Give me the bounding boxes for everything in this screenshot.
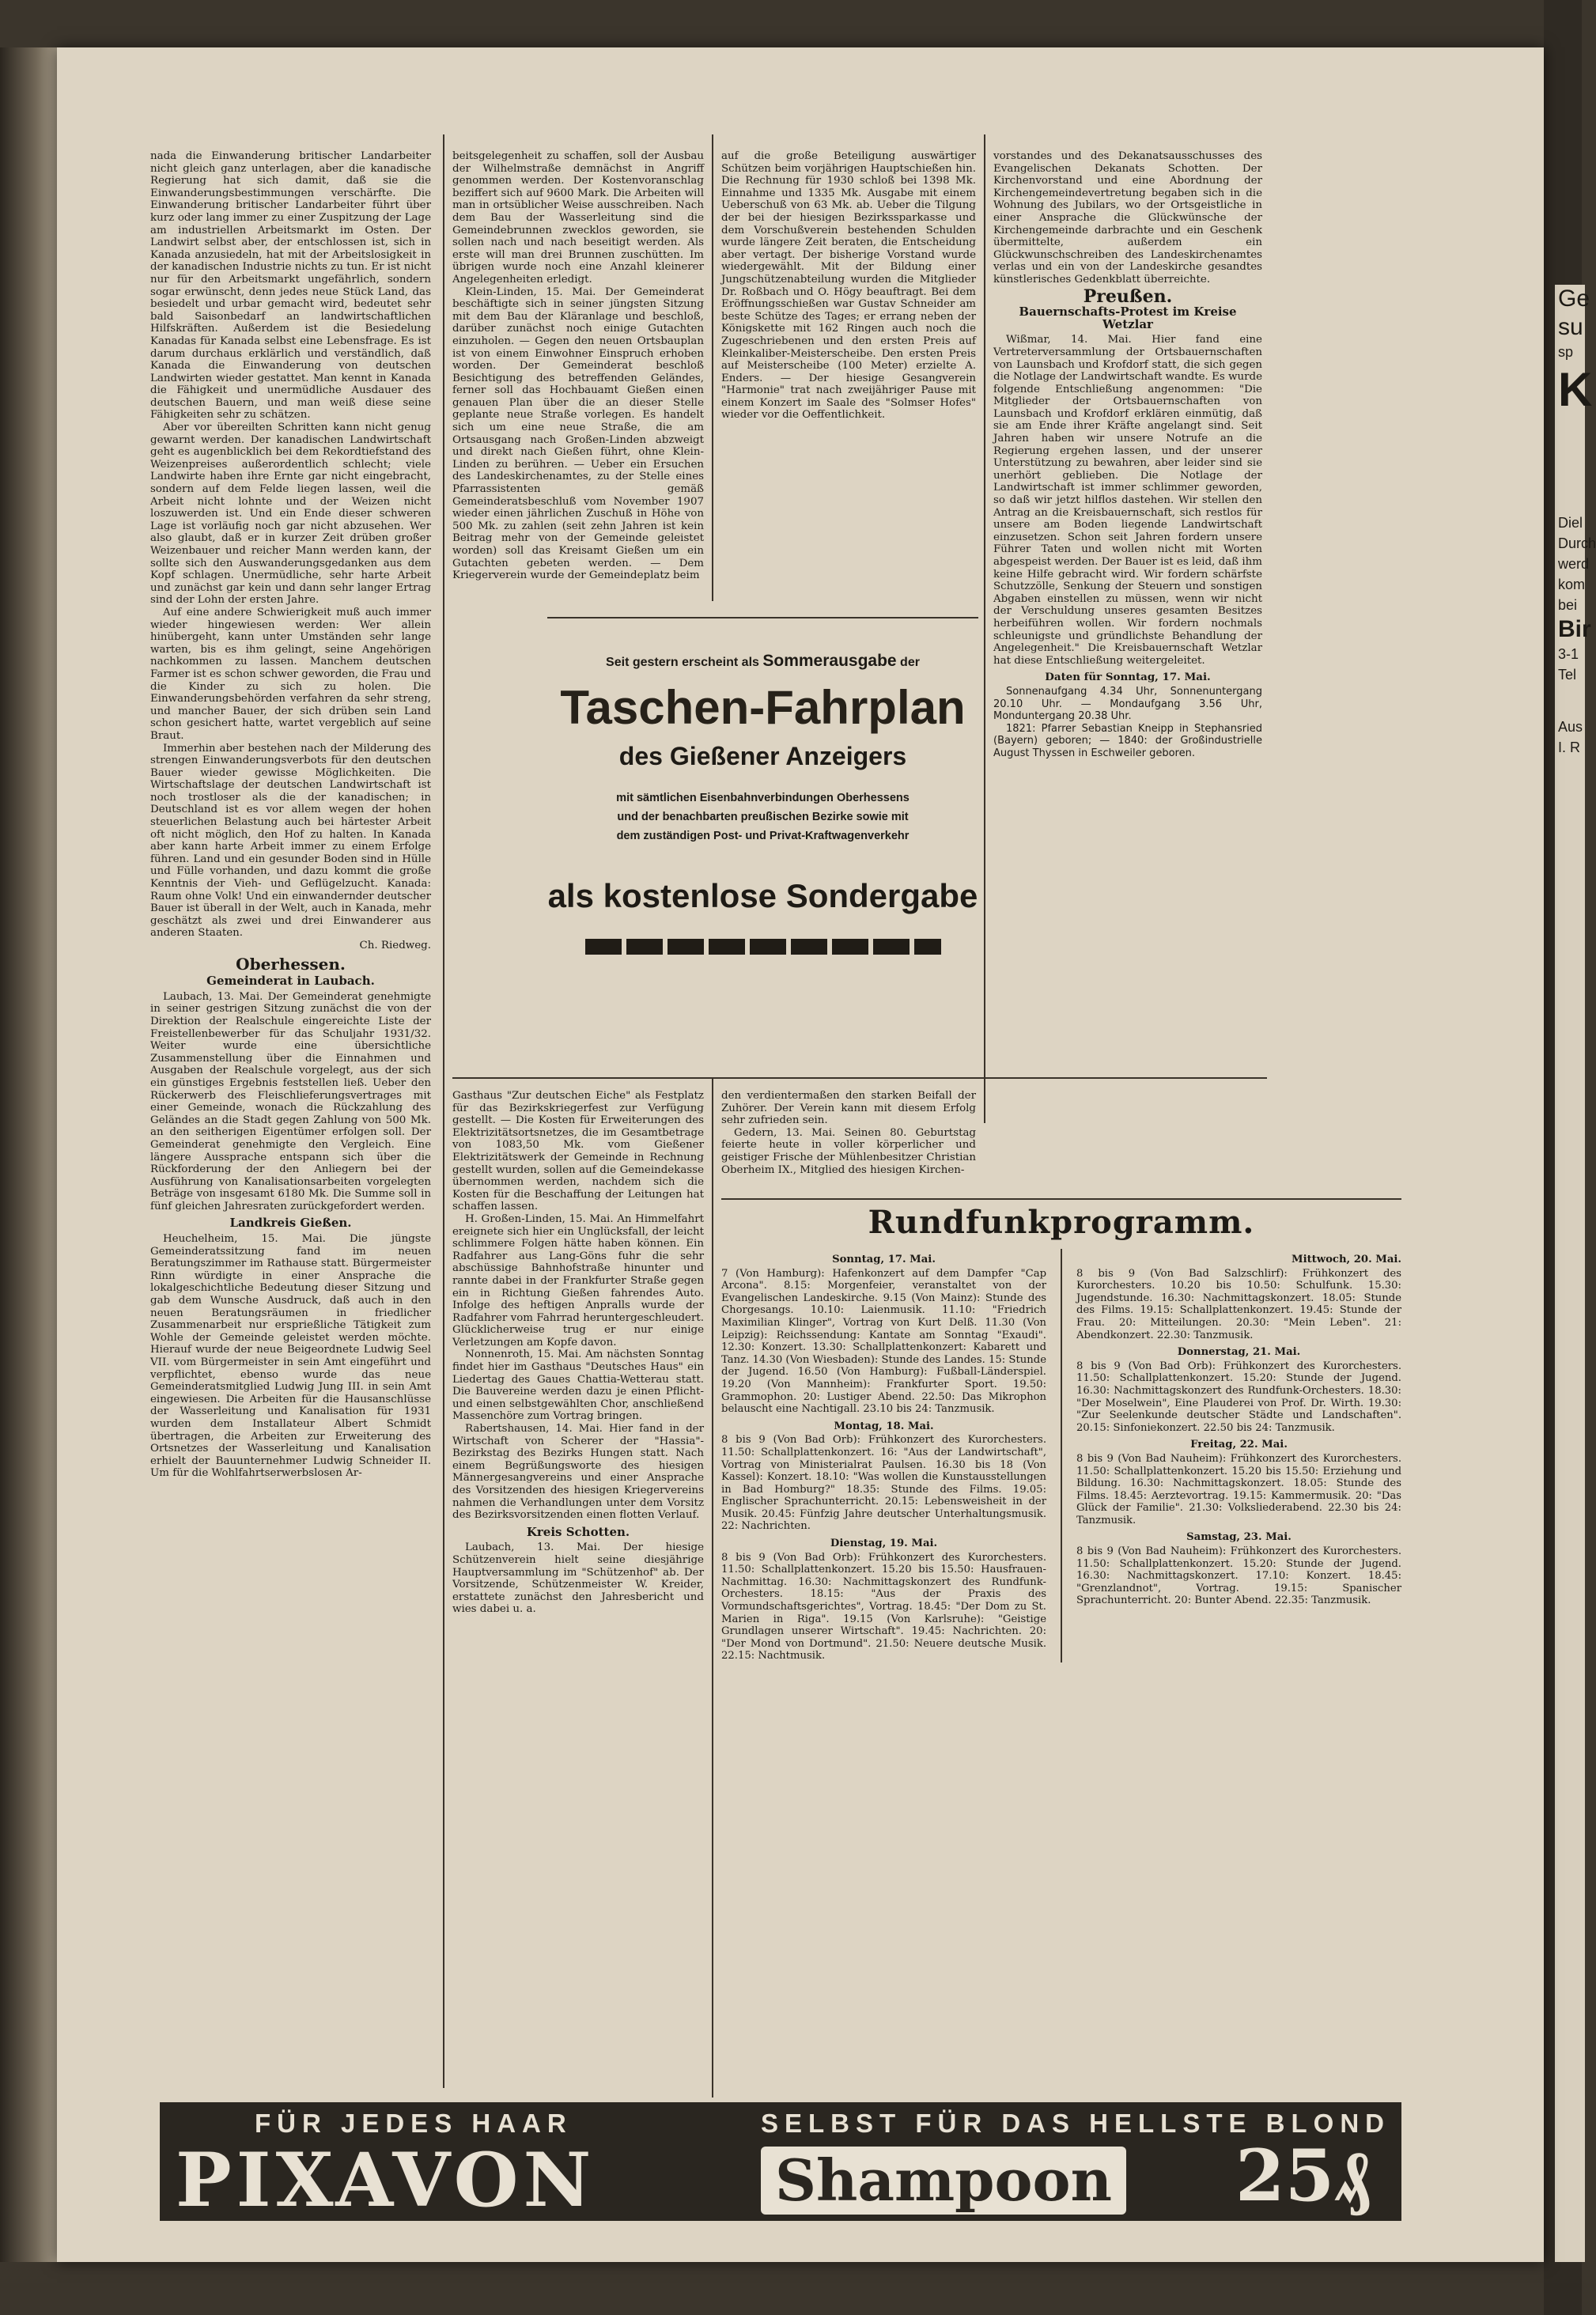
subheading-daten: Daten für Sonntag, 17. Mai.: [1045, 671, 1211, 684]
article-paragraph: H. Großen-Linden, 15. Mai. An Himmelfahrt ereignete sich hier ein Unglücksfall, der leicht schlimmere Folgen hätte haben können. Ein Radfahrer aus Lang-Göns fuhr die sehr abschüssige Bahnhofstraße hinunter und rannte dabei in der Frankfurter Straße gegen ein in Richtung Gießen fahrendes Auto. Infolge des heftigen Anpralls wurde der Radfahrer vom Fahrrad heruntergeschleudert. Glücklicherweise trug er nur einige Verletzungen am Kopfe davon.: [452, 1212, 704, 1349]
article-paragraph: Laubach, 13. Mai. Der Gemeinderat genehmigte in seiner gestrigen Sitzung zunächst die von der Direktion der Realschule eingereichte Liste der Freistellenbewerber für das Schuljahr 1931/32. Weiter wurde eine übersichtliche Zusammenstellung über die Einnahmen und Ausgaben der Realschule vorgelegt, aus der sich ein günstiges Ergebnis feststellen ließ. Ueber den Rückerwerb des Fleischlieferungsvertrages mit einer Gemeinde, wonach die Rückzahlung des Geländes an die Stadt gegen Zahlung von 500 Mk. an den seitherigen Eigentümer erfolgen soll. Der Gemeinderat genehmigte den Vergleich. Eine längere Aussprache entspann sich über die Rückforderung der den Anliegern bei der Ausführung von Kanalisationsarbeiten vorgelegten Beträge von insgesamt 6180 Mk. Die Summe soll in fünf gleichen Jahresraten zurückgefordert werden.: [150, 990, 431, 1212]
neighbor-line: K: [1558, 363, 1593, 416]
binding-edge: [0, 47, 57, 2262]
column-rule: [712, 1077, 713, 2097]
neighbor-line: I. R: [1558, 740, 1581, 755]
column-rule: [984, 134, 985, 1123]
neighbor-line: su: [1558, 314, 1583, 340]
banner-top-right: SELBST FÜR DAS HELLSTE BLOND: [761, 2109, 1391, 2138]
article-paragraph: nada die Einwanderung britischer Landarbeiter nicht gleich ganz unterlagen, aber die kanadische Regierung hat sich damit, daß sie die Einwanderungsbestimmungen verschärfte. Die Einwanderung britischer Landarbeiter führt über kurz oder lang immer zu einer Zuspitzung der Lage am industriellen Arbeitsmarkt im Osten. Der Landwirt selbst aber, der entschlossen ist, sich in Kanada anzusiedeln, hat mit der Arbeitslosigkeit in der kanadischen Industrie nichts zu tun. Er ist nicht nur für den Arbeitsmarkt ungefährlich, sondern sogar erwünscht, denn jedes neue Stück Land, das besiedelt und urbar gemacht wird, bedeutet sehr bald Saisonbedarf an landwirtschaftlichen Hilfskräften. Außerdem ist die Besiedelung Kanadas für Kanada selbst eine Lebensfrage. Es ist darum durchaus erklärlich und verständlich, daß Kanada die Einwanderung von deutschen Landwirten wieder gestattet. Man kennt in Kanada die Fähigkeit und unermüdliche Ausdauer des deutschen Bauern, und man weiß diese seine Fähigkeiten sehr zu schätzen.: [150, 150, 431, 422]
ad-title-2: als kostenlose Sondergabe: [547, 877, 978, 914]
radio-day: Donnerstag, 21. Mai.: [1177, 1346, 1301, 1359]
radio-day-text: 7 (Von Hamburg): Hafenkonzert auf dem Dampfer "Cap Arcona". 8.15: Morgenfeier, veranstaltet von der Evangelischen Landeskirche. 9.15 (Von Mainz): Stunde des Chorgesangs. 10.10: Laienmusik. 11.10: "Friedrich Maximilian Klinger", Vortrag von Kurt Delß. 11.30 (Von Leipzig): Reichssendung: Kantate am Sonntag "Exaudi". 12.30: Konzert. 13.30: Schallplattenkonzert: Kabarett und Tanz. 14.30 (Von Wiesbaden): Stunde des Landes. 15: Stunde der Jugend. 16.50 (Von Hamburg): Fußball-Länderspiel. 19.20 (Von Mannheim): Frankfurter Sport. 19.50: Grammophon. 20: Lustiger Abend. 22.50: Das Mikrophon belauscht eine Nachtigall. 23.10 bis 24: Tanzmusik.: [721, 1267, 1047, 1416]
radio-day: Dienstag, 19. Mai.: [830, 1538, 938, 1550]
ad-decorative-bar: [585, 939, 941, 955]
section-rule: [721, 1198, 1401, 1200]
radio-title: Rundfunkprogramm.: [868, 1204, 1255, 1241]
radio-column-right: [1076, 1249, 1401, 1662]
neighbor-line: werd: [1558, 556, 1590, 572]
column-3-bottom: [721, 1090, 976, 1193]
article-paragraph: Immerhin aber bestehen nach der Milderung des strengen Einwanderungsverbots für den deutschen Bauer wieder gewisse Möglichkeiten. Die Wirtschaftslage der deutschen Landwirtschaft ist noch trostloser als die der kanadischen; in Deutschland ist es vor allem wegen der hohen steuerlichen Belastung auch bei härtester Arbeit oft nicht möglich, den Hof zu halten. In Kanada aber kann harte Arbeit immer zu einem Erfolge führen. Land und ein gesunder Boden sind in Hülle und Fülle vorhanden, und dazu kommt die große Kenntnis der Vieh- und Geflügelzucht. Kanada: Raum ohne Volk! Und ein einwandernder deutscher Bauer ist überall in der Welt, auch in Kanada, mehr geschätzt als zwei und drei Einwanderer aus anderen Staaten.: [150, 742, 431, 940]
neighbor-line: Aus: [1558, 719, 1583, 735]
subheading-bauern: Bauernschafts-Protest im Kreise Wetzlar: [1019, 305, 1237, 331]
radio-day: Freitag, 22. Mai.: [1190, 1439, 1288, 1451]
ad-intro-tail: der: [896, 656, 920, 669]
article-paragraph: Sonnenaufgang 4.34 Uhr, Sonnenuntergang 20.10 Uhr. — Mondaufgang 3.56 Uhr, Monduntergang 20.38 Uhr.: [993, 685, 1262, 723]
ad-detail-line: und der benachbarten preußischen Bezirke sowie mit: [617, 811, 909, 823]
subheading-landkreis: Landkreis Gießen.: [229, 1216, 352, 1231]
article-paragraph: Heuchelheim, 15. Mai. Die jüngste Gemeinderatssitzung fand im neuen Beratungszimmer im Rathause statt. Bürgermeister Rinn würdigte in einer Ansprache die lokalgeschichtliche Bedeutung dieser Sitzung und gab dem Wunsche Ausdruck, daß auch in den neuen Beratungsräumen in friedlicher Zusammenarbeit nur ersprießliche Tätigkeit zum Wohle der Gemeinde geleistet werden möchte. Hierauf wurde der neue Beigeordnete Ludwig Seel VII. vom Bürgermeister in sein Amt eingeführt und verpflichtet, ebenso wurde das neue Gemeinderatsmitglied Ludwig Jung III. in sein Amt eingewiesen. Die Arbeiten für die Hausanschlüsse der Wasserleitung und Kanalisation für 1931 wurden dem Installateur Albert Schmidt übertragen, die Arbeiten zur Erweiterung des Ortsnetzes der Wasserleitung und Kanalisation erhielt der Bauunternehmer Ludwig Schneider II. Um für die Wohlfahrtserwerbslosen Ar-: [150, 1233, 431, 1480]
ad-detail-line: mit sämtlichen Eisenbahnverbindungen Oberhessens: [616, 792, 910, 804]
radio-day: Sonntag, 17. Mai.: [832, 1254, 936, 1265]
column-4: [993, 150, 1262, 1123]
ad-intro-text: Seit gestern erscheint als: [606, 656, 763, 669]
banner-brand: PIXAVON: [176, 2137, 596, 2224]
ad-detail-line: dem zuständigen Post- und Privat-Kraftwagenverkehr: [616, 830, 910, 842]
newspaper-page: [57, 47, 1544, 2262]
article-paragraph: Wißmar, 14. Mai. Hier fand eine Vertreterversammlung der Ortsbauernschaften von Launsbach und Krofdorf statt, die sich gegen die Notlage der Landwirtschaft wandte. Es wurde folgende Entschließung angenommen: "Die Mitglieder der Ortsbauernschaften von Launsbach und Krofdorf erklären einmütig, daß sie am Ende ihrer Kräfte angelangt sind. Seit Jahren haben wir unsere Notrufe an die Regierung ergehen lassen, und der unserer Unterstützung zu bewahren, aber leider sind sie unerhört geblieben. Die Notlage der Landwirtschaft ist immer schlimmer geworden, so daß wir jetzt hilflos dastehen. Wir stellen den Antrag an die Kreisbauernschaft, sich restlos für unsere am Boden liegende Landwirtschaft einzusetzen. Schon seit Jahren fordern unsere Führer Taten und wollen nicht mit Worten abgespeist werden. Der Bauer ist es leid, daß ihm keine Hilfe gebracht wird. Wir fordern schärfste Schutzzölle, Senkung der Steuern und sonstigen Abgaben einstellen zu müssen, wenn wir nicht der Verschuldung unseres gesamten Besitzes herbeiführen wollen. Wir fordern nochmals schleunigste und gründlichste Behandlung der Angelegenheit." Die Kreisbauernschaft Wetzlar hat diese Entschließung weitergeleitet.: [993, 334, 1262, 667]
neighbor-line: Durch: [1558, 535, 1596, 551]
radio-column-divider: [1061, 1249, 1062, 1662]
neighbor-line: Diel: [1558, 515, 1583, 531]
radio-day-text: 8 bis 9 (Von Bad Orb): Frühkonzert des Kurorchesters. 11.50: Schallplattenkonzert. 16: "Aus der Landwirtschaft", Vortrag von Ministerialrat Paulsen. 16.30 bis 18 (Von Kassel): Konzert. 18.10: "Was wollen die Kunstausstellungen in Bad Homburg?" 18.35: Stunde des Films. 19.05: Englischer Sprachunterricht. 20.15: Lebensweisheit in der Musik. 20.45: Fünfzig Jahre deutscher Unterhaltungsmusik. 22: Nachrichten.: [721, 1434, 1047, 1533]
radio-day-text: 8 bis 9 (Von Bad Orb): Frühkonzert des Kurorchesters. 11.50: Schallplattenkonzert. 15.20 bis 15.50: Hausfrauen-Nachmittag. 16.30: Nachmittagskonzert des Rundfunk-Orchesters. 18.15: "Aus der Praxis des Vormundschaftsgerichtes", Vortrag. 18.45: "Der Dom zu St. Marien in Riga". 19.15 (Von Karlsruhe): "Geistige Grundlagen unserer Wirtschaft". 19.45: Nachrichten. 20: "Der Mond von Dortmund". 21.50: Neuere deutsche Musik. 22.15: Nachtmusik.: [721, 1551, 1047, 1662]
article-paragraph: Gedern, 13. Mai. Seinen 80. Geburtstag feierte heute in voller körperlicher und geistiger Frische der Mühlenbesitzer Christian Oberheim IX., Mitglied des hiesigen Kirchen-: [721, 1126, 976, 1176]
pixavon-banner: [160, 2102, 1401, 2224]
neighbor-line: kom: [1558, 577, 1586, 592]
column-rule: [712, 134, 713, 601]
article-paragraph: den verdientermaßen den starken Beifall der Zuhörer. Der Verein kann mit diesem Erfolg sehr zufrieden sein.: [721, 1090, 976, 1127]
article-paragraph: Nonnenroth, 15. Mai. Am nächsten Sonntag findet hier im Gasthaus "Deutsches Haus" ein Liedertag des Gaues Chattia-Wetterau statt. Die Bauvereine werden dazu je einen Pflicht- und einen selbstgewählten Chor, anschließend Massenchöre zum Vortrag bringen.: [452, 1349, 704, 1423]
article-paragraph: Aber vor übereilten Schritten kann nicht genug gewarnt werden. Der kanadischen Landwirtschaft geht es augenblicklich bei dem Rekordtiefstand des Weizenpreises außerordentlich schlecht; viele Landwirte haben ihre Ernte gar nicht eingebracht, sondern auf dem Felde liegen lassen, weil die Arbeit nicht lohnte und der Weizen nicht loszuwerden ist. Und ein Ende dieser schweren Lage ist vorläufig noch gar nicht abzusehen. Wer also glaubt, daß er in kurzer Zeit drüben großer Weizenbauer und reicher Mann werden kann, der sollte sich den Auswanderungsgedanken aus dem Kopf schlagen. Unermüdliche, sehr harte Arbeit und zunächst gar kein und dann sehr langer Ertrag sind der Lohn der ersten Jahre.: [150, 422, 431, 607]
radio-day: Samstag, 23. Mai.: [1186, 1531, 1292, 1544]
banner-top-left: FÜR JEDES HAAR: [255, 2109, 573, 2138]
column-2-bottom: [452, 1090, 704, 2094]
article-paragraph: Rabertshausen, 14. Mai. Hier fand in der Wirtschaft von Scherer der "Hassia"-Bezirkstag des Bezirks Hungen statt. Nach einem Begrüßungsworte des hiesigen Männergesangvereins und einer Ansprache des Vorsitzenden des hiesigen Kriegervereins nahmen die Verhandlungen unter dem Vorsitz des Bezirksvorsitzenden einen flotten Verlauf.: [452, 1423, 704, 1522]
neighbor-line: Tel: [1558, 667, 1577, 683]
article-paragraph: vorstandes und des Dekanatsausschusses des Evangelischen Dekanats Schotten. Der Kirchenvorstand und eine Abordnung der Kirchengemeindevertretung begaben sich in die Wohnung des Jubilars, wo der Ortsgeistliche in einer Ansprache die Glückwünsche der Kirchengemeinde darbrachte und ein Geschenk übermittelte, außerdem ein Glückwunschschreiben des Landeskirchenamtes verlas und ein von der Landeskirche gesandtes künstlerisches Gedenkblatt überreichte.: [993, 150, 1262, 286]
section-rule: [452, 1077, 1267, 1079]
radio-day-text: 8 bis 9 (Von Bad Salzschlirf): Frühkonzert des Kurorchesters. 10.20 bis 10.50: Schulfunk. 15.30: Jugendstunde. 16.30: Nachmittagskonzert. 18.05: Stunde des Films. 19.15: Schallplattenkonzert. 19.45: Stunde der Frau. 20: Mitteilungen. 20.30: "Mein Leben". 21: Abendkonzert. 22.30: Tanzmusik.: [1076, 1267, 1402, 1341]
radio-day: Mittwoch, 20. Mai.: [1291, 1254, 1402, 1265]
ad-intro-line: [547, 652, 978, 671]
column-2-top: [452, 150, 704, 593]
article-paragraph: Gasthaus "Zur deutschen Eiche" als Festplatz für das Bezirkskriegerfest zur Verfügung gestellt. — Die Kosten für Erweiterungen des Elektrizitätsortsnetzes, die im Gesamtbetrage von 1083,50 Mk. vom Gießener Elektrizitätswerk der Gemeinde in Rechnung gestellt wurden, sollen auf die Gemeindekasse übernommen werden, nachdem sich die Kosten für die Beschaffung der Leitungen hat schaffen lassen.: [452, 1090, 704, 1213]
radio-program: [721, 1204, 1401, 2097]
article-paragraph: Klein-Linden, 15. Mai. Der Gemeinderat beschäftigte sich in seiner jüngsten Sitzung mit dem Bau der Kläranlage und beschloß, darüber zunächst noch einige Gutachten einzuholen. — Gegen den neuen Ortsbauplan ist von einem Einwohner Einspruch erhoben worden. Der Gemeinderat beschloß Besichtigung des betreffenden Geländes, ferner soll das Hochbauamt Gießen einen genauen Plan über die an dieser Stelle geplante neue Straße vorlegen. Es handelt sich um eine neue Straße, die am Ortsausgang nach Großen-Linden abzweigt und direkt nach Gießen führt, ohne Klein-Linden zu berühren. — Ueber ein Ersuchen des Landeskirchenamtes, zu der Stelle eines Pfarrassistenten gemäß Gemeinderatsbeschluß vom November 1907 wieder einen jährlichen Zuschuß in Höhe von 500 Mk. zu zahlen (seit zehn Jahren ist kein Beitrag mehr von der Gemeinde geleistet worden) soll das Kreisamt Gießen um ein Gutachten gebeten werden. — Dem Kriegerverein wurde der Gemeindeplatz beim: [452, 286, 704, 582]
subheading-gemeinderat: Gemeinderat in Laubach.: [206, 974, 375, 989]
neighbor-line: bei: [1558, 597, 1578, 613]
neighbor-line: sp: [1558, 344, 1574, 360]
column-rule: [443, 134, 444, 2088]
radio-day-text: 8 bis 9 (Von Bad Orb): Frühkonzert des Kurorchesters. 11.50: Schallplattenkonzert. 15.20: Stunde der Jugend. 16.30: Nachmittagskonzert des Rundfunk-Orchesters. 18.30: "Der Moselwein", Eine Plauderei von Prof. Dr. Wirth. 19.30: "Zur Seelenkunde deutscher Städte und Landschaften". 20.15: Sinfoniekonzert. 22.50 bis 24: Tanzmusik.: [1076, 1360, 1402, 1434]
ad-title: Taschen-Fahrplan: [560, 681, 966, 734]
section-heading-oberhessen: Oberhessen.: [236, 954, 346, 974]
radio-day: Montag, 18. Mai.: [834, 1420, 934, 1432]
article-paragraph: 1821: Pfarrer Sebastian Kneipp in Stephansried (Bayern) geboren; — 1840: der Großindustrielle August Thyssen in Eschweiler geboren.: [993, 722, 1262, 759]
subheading-kreis-schotten: Kreis Schotten.: [526, 1524, 630, 1539]
column-3-top: [721, 150, 976, 593]
article-paragraph: beitsgelegenheit zu schaffen, soll der Ausbau der Wilhelmstraße demnächst in Angriff genommen werden. Der Kostenvoranschlag beziffert sich auf 9600 Mark. Die Arbeiten will man in ortsüblicher Weise ausschreiben. Nach dem Bau der Wasserleitung sind die Gemeindebrunnen zwecklos geworden, sie sollen nach und nach beseitigt werden. Als erste will man drei Brunnen zuschütten. Im übrigen wurde noch eine Anzahl kleinerer Angelegenheiten erledigt.: [452, 150, 704, 286]
radio-columns: [721, 1249, 1401, 1662]
ad-subtitle: des Gießener Anzeigers: [618, 742, 907, 770]
article-paragraph: Auf eine andere Schwierigkeit muß auch immer wieder hingewiesen werden: Wer allein hinübergeht, kann unter Umständen sehr lange warten, bis es ihm gelingt, seine Angehörigen nachkommen zu lassen. Manchem deutschen Farmer ist es schon schwer geworden, die Frau und die Kinder zu sich zu holen. Die Einwanderungsbehörden verfahren da sehr streng, und mancher Bauer, der sich drüben sein Land schon gesichert hatte, wartet vergeblich auf seine Braut.: [150, 606, 431, 742]
radio-day-text: 8 bis 9 (Von Bad Nauheim): Frühkonzert des Kurorchesters. 11.50: Schallplattenkonzert. 15.20 bis 15.50: Erziehung und Bildung. 16.30: Nachmittagskonzert. 18.05: Stunde des Films. 18.45: Aerztevortrag. 19.15: Kammermusik. 20: "Das Glück der Familie". 21.30: Volksliederabend. 22.30 bis 24: Tanzmusik.: [1076, 1452, 1402, 1526]
neighbor-line: Bir: [1558, 616, 1591, 642]
neighbor-line: Ge: [1558, 286, 1590, 312]
column-1: [150, 150, 431, 2088]
banner-product: Shampoon: [761, 2147, 1126, 2215]
neighbor-page-strip: [1555, 285, 1596, 2262]
banner-price: 25₰: [1235, 2134, 1371, 2218]
radio-day-text: 8 bis 9 (Von Bad Nauheim): Frühkonzert des Kurorchesters. 11.50: Schallplattenkonzert. 15.20: Stunde der Jugend. 16.30: Nachmittagskonzert. 17.10: Konzert. 18.45: "Grenzlandnot", Vortrag. 19.15: Spanischer Sprachunterricht. 20: Bunter Abend. 22.35: Tanzmusik.: [1076, 1545, 1402, 1607]
section-heading-preussen: Preußen.: [1083, 286, 1173, 307]
article-signature: Ch. Riedweg.: [359, 940, 431, 951]
article-paragraph: Laubach, 13. Mai. Der hiesige Schützenverein hielt seine diesjährige Hauptversammlung im "Schützenhof" ab. Der Vorsitzende, Schützenmeister W. Kreider, erstattete zunächst den Jahresbericht und wies dabei u. a.: [452, 1541, 704, 1616]
radio-column-left: [721, 1249, 1046, 1662]
ad-intro-emph: Sommerausgabe: [762, 652, 897, 670]
fahrplan-advertisement: [547, 617, 978, 1077]
article-paragraph: auf die große Beteiligung auswärtiger Schützen beim vorjährigen Hauptschießen hin. Die Rechnung für 1930 schloß bei 1398 Mk. Einnahme und 1335 Mk. Ausgabe mit einem Ueberschuß von 63 Mk. ab. Ueber die Tilgung der bei der hiesigen Bezirkssparkasse und dem Vorschußverein bestehenden Schulden wurde längere Zeit beraten, die Entscheidung aber vertagt. Der bisherige Vorstand wurde wiedergewählt. Mit der Bildung einer Jungschützenabteilung wurden die Mitglieder Dr. Roßbach und O. Högy beauftragt. Bei dem Eröffnungsschießen war Gustav Schneider am beste Schütze des Tages; er errang neben der Königskette mit 162 Ringen auch noch die Zugeschriebenen und den ersten Preis auf Kleinkaliber-Meisterscheibe. Den ersten Preis auf Meisterscheibe (100 Meter) erzielte A. Enders. — Der hiesige Gesangverein "Harmonie" trat nach zweijähriger Pause mit einem Konzert im Saale des "Solmser Hofes" wieder vor die Oeffentlichkeit.: [721, 150, 976, 422]
neighbor-line: 3-1: [1558, 646, 1579, 662]
